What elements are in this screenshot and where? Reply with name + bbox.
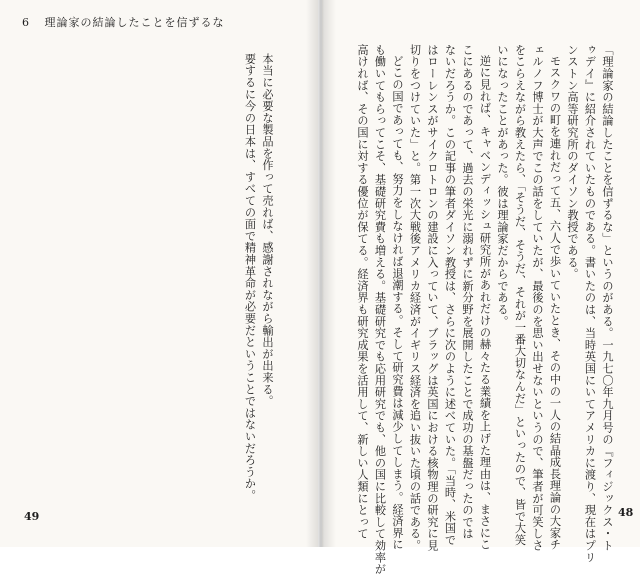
text-line: ないだろうか。この記事の筆者ダイソン教授は、さらに次のように述べていた。「当時、米国で: [443, 44, 457, 546]
book-gutter: [306, 0, 336, 547]
text-line: ゥデイ』に紹介されていたものである。書いたのは、当時英国にいてアメリカに渡り、現在はプリ: [583, 44, 597, 564]
text-line: ンストン高等研究所のダイソン教授である。: [566, 44, 579, 280]
text-line: はローレンスがサイクロトロンの建設に入っていて、ブラッグは英国における核物理の研究に見: [426, 44, 439, 552]
chapter-number: 6: [22, 16, 30, 29]
running-head: [22, 14, 225, 30]
page-number-left: 49: [24, 510, 40, 523]
text-line: いになったことがあった。彼は理論家だからである。: [496, 44, 509, 328]
page-number-right: 48: [618, 506, 634, 519]
text-line: どこの国であっても、努力をしなければ退潮する。そして研究費は減少してしまう。経済界に: [391, 55, 404, 551]
text-line: こにあるのであって、過去の栄光に溺れずに新分野を展開したことで成功の基盤だったのでは: [461, 44, 474, 540]
text-line: 要するに今の日本は、すべての面で精神革命が必要だということではないだろうか。: [243, 53, 257, 502]
text-line: ェルノフ博士が大声でこの話をしていたが、最後のを思い出せないというので、筆者が可笑しさ: [531, 44, 544, 552]
text-line: 切りをつけていた」と。第一次大戦後アメリカ経済がイギリス経済を追い抜いた頃の話である。: [408, 44, 422, 552]
chapter-title: 理論家の結論したことを信ずるな: [44, 16, 225, 29]
text-line: 「理論家の結論したことを信ずるな」というのがある。一九七〇年九月号の『フィジックス・ト: [601, 44, 614, 552]
text-line: をこらえながら教えたら、「そうだ、そうだ、それが一番大切なんだ」といったので、皆で大笑: [513, 44, 527, 546]
text-line: 本当に必要な製品を作って売れば、感謝されながら輸出が出来る。: [261, 53, 274, 407]
right-page-body: [354, 44, 617, 575]
text-line: モスクワの町を連れだって五、六人で歩いていたとき、その中の一人の結晶成長理論の大家チ: [548, 55, 562, 551]
text-line: 逆に見れば、キャベンディッシュ研究所があれだけの赫々たる業績を上げた理由は、まさにこ: [478, 55, 492, 551]
text-line: も働いてもらってこそ、基礎研究費も増える。基礎研究でも応用研究でも、他の国に比較して効率が: [373, 44, 387, 575]
left-page-body: [241, 42, 276, 502]
text-line: 高ければ、その国に対する優位が保てる。経済界も研究成果を活用して、新しい人類にとって: [356, 44, 369, 540]
left-page: [0, 0, 318, 547]
right-page: [322, 0, 640, 575]
